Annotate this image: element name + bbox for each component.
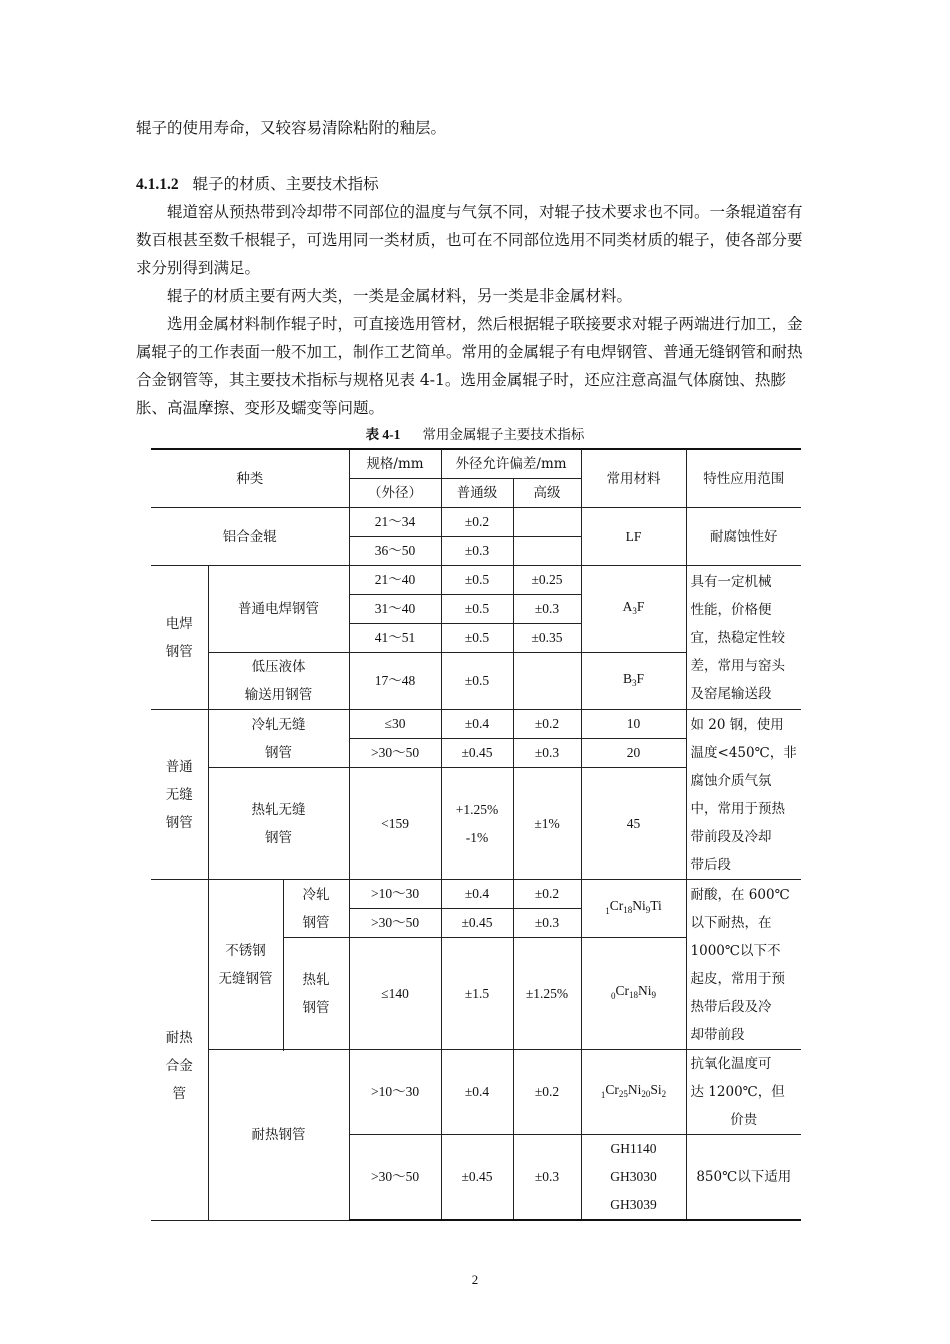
section-title: 辊子的材质、主要技术指标 (192, 175, 379, 193)
usage-cell: 850℃以下适用 (686, 1135, 801, 1221)
subkind-line: 输送用钢管 (244, 687, 313, 703)
material-part: B (623, 671, 633, 686)
subkind-line: 钢管 (265, 744, 292, 761)
usage-cell-stainless (686, 880, 801, 1050)
material-sub: 25 (618, 1088, 628, 1099)
paragraph-3: 选用金属材料制作辊子时，可直接选用管材，然后根据辊子联接要求对辊子两端进行加工，金属辊子的工作表面一般不加工，制作工艺简单。常用的金属辊子有电焊钢管、普通无缝钢管和耐热合金钢管等，其主要技术指标与规格见表 4-1。选用金属辊子时，还应注意高温气体腐蚀、热膨胀、高温摩擦、变形及蠕变等问题。 (136, 315, 803, 417)
material-cell (581, 1135, 686, 1221)
normal-cell: ±0.5 (441, 595, 513, 624)
page-number: 2 (471, 1272, 479, 1287)
table-row (151, 880, 801, 909)
high-cell (513, 653, 581, 710)
spec-cell: 41～51 (349, 624, 441, 653)
usage-line: 性能，价格便 (690, 601, 772, 618)
spec-cell: 31～40 (349, 595, 441, 624)
high-cell: ±1.25% (513, 938, 581, 1050)
high-cell (513, 508, 581, 537)
kind-line: 管 (172, 1085, 186, 1102)
header-tolerance: 外径允许偏差/mm (441, 449, 581, 479)
material-cell: 20 (581, 739, 686, 768)
material-sub: 9 (645, 905, 651, 915)
material-sub: 18 (623, 905, 633, 915)
material-part: A (622, 599, 633, 614)
material-line: GH3039 (610, 1197, 657, 1212)
header-kind: 种类 (151, 449, 349, 508)
section-number: 4.1.1.2 (136, 176, 179, 193)
table-title: 常用金属辊子主要技术指标 (422, 427, 585, 443)
spec-cell: >10～30 (349, 1050, 441, 1135)
header-normal: 普通级 (441, 479, 513, 508)
material-part: F (636, 671, 645, 686)
subkind-line: 钢管 (302, 999, 330, 1016)
spec-cell: >30～50 (349, 739, 441, 768)
normal-cell: ±0.45 (441, 1135, 513, 1221)
header-spec-sub: （外径） (349, 479, 441, 508)
usage-cell: 耐腐蚀性好 (686, 508, 801, 566)
roller-spec-table (151, 448, 801, 1221)
subkind-line: 低压液体 (251, 659, 306, 675)
normal-cell (441, 768, 513, 880)
subkind-lowpressure (208, 653, 349, 710)
header-high: 高级 (513, 479, 581, 508)
spec-cell: 21～34 (349, 508, 441, 537)
high-cell: ±0.2 (513, 880, 581, 909)
normal-cell: ±0.5 (441, 624, 513, 653)
material-part: Ni (638, 983, 652, 998)
header-usage: 特性应用范围 (686, 449, 801, 508)
usage-line: 腐蚀介质气氛 (690, 772, 772, 789)
subkind-line: 无缝钢管 (218, 970, 273, 987)
spec-cell: >30～50 (349, 909, 441, 938)
material-part: Ni (627, 1081, 642, 1097)
spec-cell: 21～40 (349, 566, 441, 595)
usage-line: 抗氧化温度可 (690, 1056, 772, 1072)
usage-line: 价贵 (730, 1112, 758, 1128)
usage-line: 如 20 钢，使用 (690, 716, 784, 733)
paragraph-continuation: 辊子的使用寿命，又较容易清除粘附的釉层。 (136, 119, 447, 137)
usage-line: 及窑尾输送段 (690, 685, 772, 702)
high-cell: ±0.3 (513, 739, 581, 768)
material-sub: 20 (641, 1088, 651, 1099)
material-cell (581, 1050, 686, 1135)
normal-cell: ±0.4 (441, 1050, 513, 1135)
spec-cell: <159 (349, 768, 441, 880)
usage-cell-welded (686, 566, 801, 710)
material-cell: 45 (581, 768, 686, 880)
spec-cell: 36～50 (349, 537, 441, 566)
header-material: 常用材料 (581, 449, 686, 508)
high-cell: ±0.3 (513, 1135, 581, 1221)
kind-welded-line: 钢管 (165, 643, 193, 660)
usage-line: 以下耐热，在 (690, 914, 772, 931)
normal-cell: ±0.3 (441, 537, 513, 566)
material-cell (581, 566, 686, 653)
material-sub: 0 (611, 991, 616, 1001)
material-line: GH3030 (610, 1169, 657, 1184)
material-cell: 10 (581, 710, 686, 739)
normal-line: -1% (465, 829, 489, 845)
material-sub: 2 (661, 1088, 667, 1099)
normal-cell: ±0.5 (441, 653, 513, 710)
spec-cell: ≤30 (349, 710, 441, 739)
normal-cell: ±1.5 (441, 938, 513, 1050)
material-sub: 18 (629, 990, 639, 1000)
high-cell: ±0.3 (513, 909, 581, 938)
high-cell: ±0.2 (513, 710, 581, 739)
subkind-cold (283, 880, 349, 938)
material-sub: 1 (600, 1089, 606, 1100)
material-sub: 1 (605, 906, 610, 916)
subkind-cold-seamless (208, 710, 349, 768)
usage-line: 差，常用与窑头 (690, 657, 786, 674)
subkind-line: 不锈钢 (225, 942, 266, 959)
kind-line: 耐热 (165, 1029, 193, 1046)
high-cell: ±0.25 (513, 566, 581, 595)
spec-cell: >10～30 (349, 880, 441, 909)
material-cell (581, 880, 686, 938)
table-number: 表 4-1 (365, 427, 401, 442)
high-cell: ±1% (513, 768, 581, 880)
usage-line: 中，常用于预热 (690, 800, 786, 817)
kind-aluminium: 铝合金辊 (151, 508, 349, 566)
usage-cell-oxidation (686, 1050, 801, 1135)
usage-line: 带后段 (690, 856, 732, 873)
normal-cell: ±0.45 (441, 739, 513, 768)
usage-line: 温度<450℃，非 (690, 744, 797, 761)
table-caption (150, 425, 800, 445)
material-part: Ni (632, 898, 646, 913)
usage-cell-seamless (686, 710, 801, 880)
kind-welded-line: 电焊 (165, 615, 193, 632)
usage-line: 具有一定机械 (690, 573, 772, 590)
kind-heat-resistant (151, 880, 208, 1221)
section-heading (136, 170, 379, 199)
normal-cell: ±0.2 (441, 508, 513, 537)
subkind-heat-steel: 耐热钢管 (208, 1050, 349, 1221)
material-line: GH1140 (610, 1141, 657, 1156)
table-row (151, 710, 801, 739)
subkind-line: 冷轧无缝 (251, 716, 306, 733)
usage-line: 宜，热稳定性较 (690, 629, 786, 646)
usage-line: 带前段及冷却 (690, 828, 772, 845)
material-sub: 9 (651, 990, 657, 1000)
kind-line: 合金 (165, 1057, 193, 1074)
subkind-line: 热轧 (302, 971, 330, 988)
material-cell (581, 653, 686, 710)
table-row (151, 1050, 801, 1135)
subkind-hot-seamless (208, 768, 349, 880)
kind-line: 钢管 (165, 814, 193, 831)
table-row (151, 508, 801, 537)
material-part: F (636, 599, 645, 614)
subkind-welded: 普通电焊钢管 (208, 566, 349, 653)
usage-line: 热带后段及冷 (690, 998, 772, 1015)
subkind-line: 热轧无缝 (251, 801, 306, 818)
usage-line: 耐酸，在 600℃ (690, 886, 790, 903)
normal-cell: ±0.5 (441, 566, 513, 595)
material-part: Cr (605, 1081, 619, 1097)
kind-seamless (151, 710, 208, 880)
spec-cell: >30～50 (349, 1135, 441, 1221)
high-cell: ±0.35 (513, 624, 581, 653)
usage-line: 达 1200℃，但 (690, 1084, 785, 1100)
material-sub: 3 (632, 678, 637, 688)
material-sub: 3 (632, 606, 637, 616)
usage-line: 却带前段 (690, 1026, 745, 1043)
material-part: Si (650, 1081, 662, 1097)
spec-cell: 17～48 (349, 653, 441, 710)
table-row (151, 566, 801, 595)
spec-cell: ≤140 (349, 938, 441, 1050)
subkind-hot (283, 938, 349, 1050)
normal-cell: ±0.45 (441, 909, 513, 938)
header-spec: 规格/mm (349, 449, 441, 479)
normal-cell: ±0.4 (441, 880, 513, 909)
high-cell (513, 537, 581, 566)
usage-line: 起皮，常用于预 (690, 970, 786, 987)
subkind-stainless (208, 880, 283, 1050)
material-part: Cr (609, 898, 624, 913)
paragraph-2: 辊子的材质主要有两大类，一类是金属材料，另一类是非金属材料。 (167, 287, 633, 305)
normal-line: +1.25% (455, 801, 499, 817)
kind-line: 无缝 (165, 786, 193, 803)
kind-line: 普通 (165, 758, 193, 775)
material-cell: LF (581, 508, 686, 566)
material-part: Cr (615, 983, 630, 998)
high-cell: ±0.3 (513, 595, 581, 624)
usage-line: 1000℃以下不 (690, 942, 781, 959)
subkind-line: 钢管 (265, 829, 292, 846)
subkind-line: 钢管 (302, 914, 330, 931)
subkind-line: 冷轧 (302, 886, 330, 903)
kind-welded (151, 566, 208, 710)
paragraph-1: 辊道窑从预热带到冷却带不同部位的温度与气氛不同，对辊子技术要求也不同。一条辊道窑有数百根甚至数千根辊子，可选用同一类材质，也可在不同部位选用不同类材质的辊子，使各部分要求分别得到满足。 (136, 203, 803, 277)
high-cell: ±0.2 (513, 1050, 581, 1135)
normal-cell: ±0.4 (441, 710, 513, 739)
material-part: Ti (650, 898, 662, 913)
header-row-1 (151, 449, 801, 479)
material-cell (581, 938, 686, 1050)
